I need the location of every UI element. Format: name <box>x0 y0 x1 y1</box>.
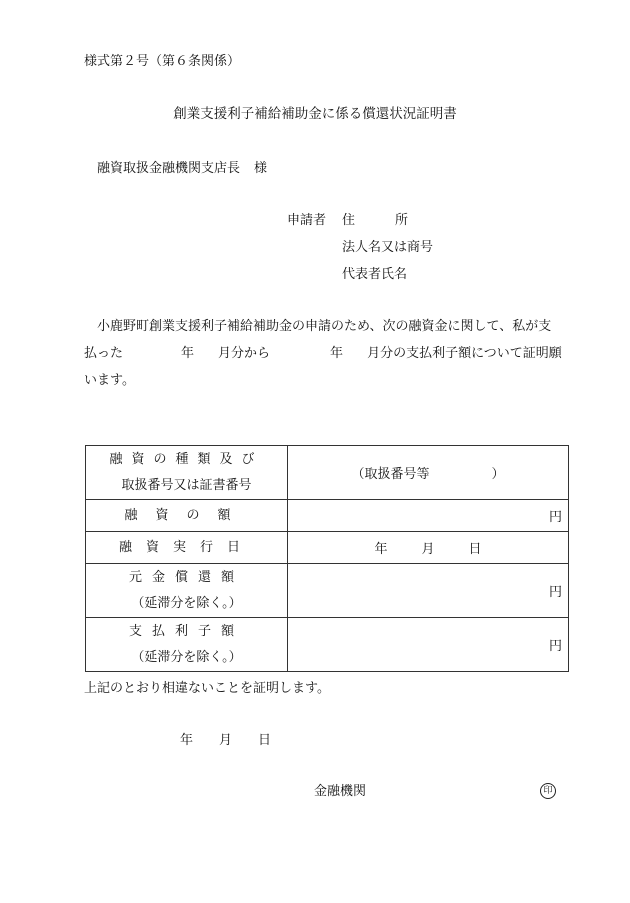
table-row <box>86 500 569 532</box>
applicant-address-label <box>342 214 408 227</box>
yen-unit: 円 <box>548 510 562 525</box>
corporate-name-label: 法人名又は商号 <box>342 240 434 255</box>
seal-icon: 印 <box>540 783 556 799</box>
handling-number-prefix: （取扱番号等 <box>351 467 430 482</box>
representative-label: 代表者氏名 <box>342 267 408 282</box>
body-year-1: 年 <box>181 346 195 361</box>
principal-repayment-value[interactable] <box>288 564 569 618</box>
date-day: 日 <box>468 542 482 557</box>
table-row <box>86 446 569 500</box>
cert-month: 月 <box>219 733 233 748</box>
loan-type-label: 融資の種類及び 取扱番号又は証書番号 <box>86 446 288 500</box>
certification-date <box>180 734 271 747</box>
body-month-1: 月分から <box>218 346 271 361</box>
addressee <box>97 162 267 175</box>
certification-statement: 上記のとおり相違ないことを証明します。 <box>84 681 330 696</box>
loan-info-table <box>85 445 569 672</box>
table-row <box>86 532 569 564</box>
loan-amount-label: 融資の額 <box>86 500 288 532</box>
interest-paid-value[interactable] <box>288 618 569 672</box>
table-row <box>86 564 569 618</box>
body-paid: 払った <box>84 346 124 361</box>
loan-date-value[interactable] <box>288 532 569 564</box>
body-line-2 <box>84 347 562 360</box>
form-number: 様式第２号（第６条関係） <box>84 54 241 69</box>
body-line-1: 小鹿野町創業支援利子補給補助金の申請のため、次の融資金に関して、私が支 <box>97 319 552 334</box>
table-row <box>86 618 569 672</box>
interest-paid-label: 支払利子額 （延滞分を除く。） <box>86 618 288 672</box>
loan-type-value[interactable] <box>288 446 569 500</box>
date-year: 年 <box>374 542 388 557</box>
addressee-honorific: 様 <box>254 161 268 176</box>
body-year-2: 年 <box>330 346 344 361</box>
yen-unit: 円 <box>548 639 562 654</box>
document-title: 創業支援利子補給補助金に係る償還状況証明書 <box>173 106 457 122</box>
body-line-3: います。 <box>84 373 135 388</box>
loan-date-label: 融資実行日 <box>86 532 288 564</box>
cert-year: 年 <box>180 733 194 748</box>
applicant-label: 申請者 <box>287 213 327 228</box>
yen-unit: 円 <box>548 585 562 600</box>
handling-number-suffix: ） <box>491 467 505 482</box>
address-label-part2: 所 <box>395 213 409 228</box>
principal-repayment-label: 元金償還額 （延滞分を除く。） <box>86 564 288 618</box>
cert-day: 日 <box>258 733 272 748</box>
addressee-name: 融資取扱金融機関支店長 <box>97 161 241 176</box>
address-label-part1: 住 <box>342 213 356 228</box>
date-month: 月 <box>421 542 435 557</box>
loan-amount-value[interactable] <box>288 500 569 532</box>
financial-institution-label: 金融機関 <box>314 784 367 799</box>
body-month-2: 月分の支払利子額について証明願 <box>367 346 562 361</box>
